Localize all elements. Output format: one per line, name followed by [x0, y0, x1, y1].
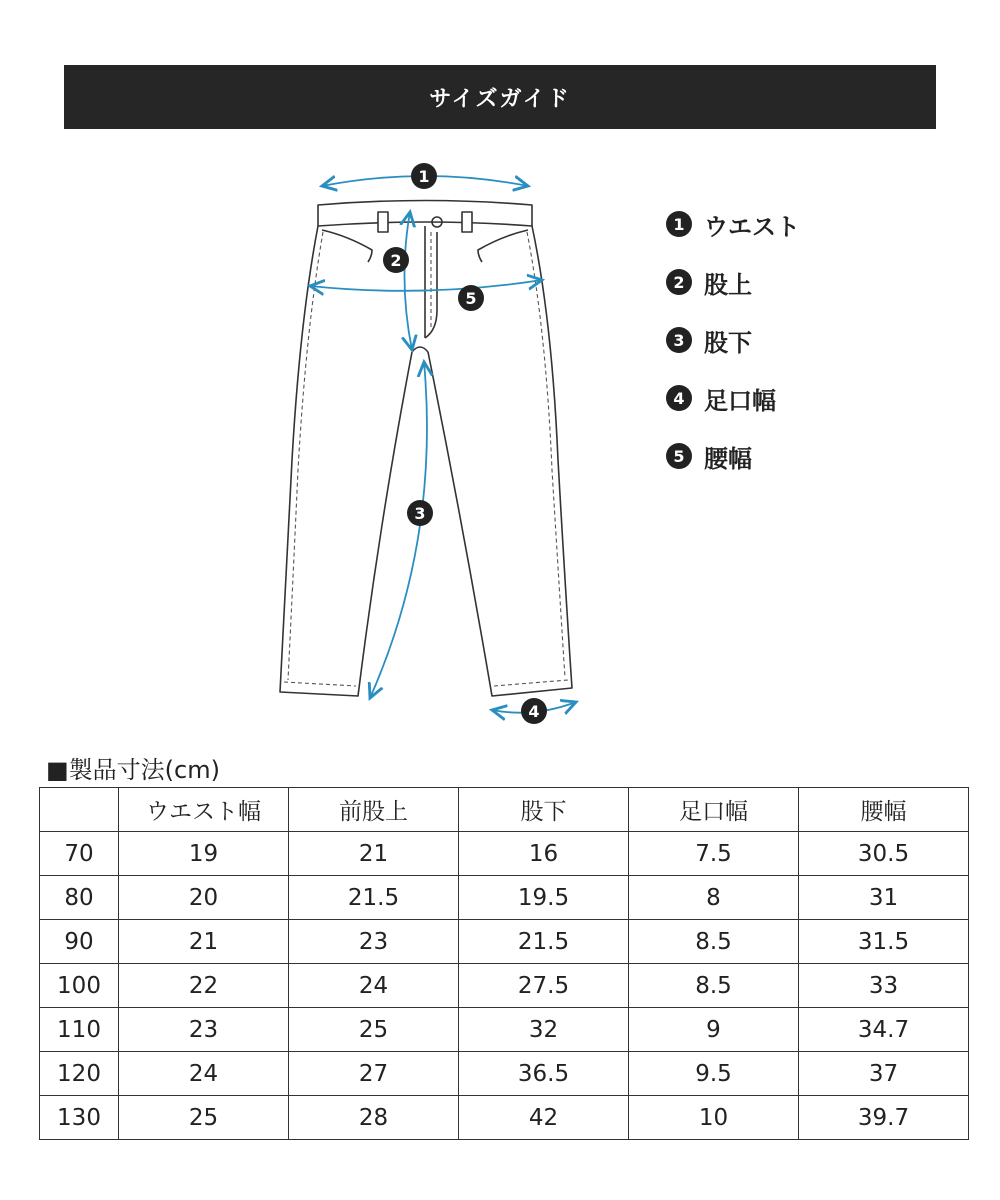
table-cell: 24	[119, 1052, 289, 1096]
table-cell: 25	[289, 1008, 459, 1052]
page-title-text: サイズガイド	[429, 86, 571, 112]
table-row	[40, 1096, 969, 1140]
table-cell: 22	[119, 964, 289, 1008]
table-cell: 20	[119, 876, 289, 920]
callout-4	[521, 698, 547, 724]
callout-3	[407, 500, 433, 526]
table-cell: 110	[40, 1008, 119, 1052]
table-header-cell: 股下	[459, 788, 629, 832]
table-cell: 25	[119, 1096, 289, 1140]
inseam-arrow	[370, 362, 427, 698]
legend-item-waist	[666, 195, 800, 253]
table-cell: 39.7	[799, 1096, 969, 1140]
table-cell: 8.5	[629, 920, 799, 964]
table-cell: 31.5	[799, 920, 969, 964]
legend-item-hem-width	[666, 369, 800, 427]
table-header-cell: ウエスト幅	[119, 788, 289, 832]
size-table-title: ■製品寸法(cm)	[46, 756, 220, 784]
measurement-legend	[666, 195, 800, 485]
table-header-cell: 足口幅	[629, 788, 799, 832]
svg-text:4: 4	[528, 702, 540, 721]
table-cell: 27.5	[459, 964, 629, 1008]
table-cell: 28	[289, 1096, 459, 1140]
table-header-cell: 前股上	[289, 788, 459, 832]
measure-arrows	[310, 176, 576, 713]
svg-text:1: 1	[418, 167, 430, 186]
table-cell: 34.7	[799, 1008, 969, 1052]
legend-label: 足口幅	[704, 386, 776, 415]
table-cell: 90	[40, 920, 119, 964]
table-cell: 27	[289, 1052, 459, 1096]
legend-item-hip-width	[666, 427, 800, 485]
table-cell: 23	[289, 920, 459, 964]
legend-number: 3	[666, 327, 692, 353]
callout-2	[383, 247, 409, 273]
table-row	[40, 920, 969, 964]
legend-item-inseam	[666, 311, 800, 369]
legend-number: 1	[666, 211, 692, 237]
table-cell: 8.5	[629, 964, 799, 1008]
legend-number: 5	[666, 443, 692, 469]
table-cell: 16	[459, 832, 629, 876]
legend-label: ウエスト	[704, 212, 800, 241]
size-table	[39, 787, 969, 1140]
table-cell: 7.5	[629, 832, 799, 876]
svg-text:5: 5	[465, 289, 477, 308]
table-cell: 31	[799, 876, 969, 920]
table-header-cell	[40, 788, 119, 832]
legend-label: 股下	[704, 328, 752, 357]
table-cell: 33	[799, 964, 969, 1008]
table-cell: 32	[459, 1008, 629, 1052]
table-cell: 9.5	[629, 1052, 799, 1096]
table-header-row	[40, 788, 969, 832]
table-cell: 36.5	[459, 1052, 629, 1096]
table-row	[40, 1008, 969, 1052]
table-cell: 19	[119, 832, 289, 876]
table-cell: 21	[289, 832, 459, 876]
svg-text:3: 3	[414, 504, 426, 523]
table-cell: 10	[629, 1096, 799, 1140]
table-cell: 42	[459, 1096, 629, 1140]
legend-number: 4	[666, 385, 692, 411]
table-cell: 130	[40, 1096, 119, 1140]
callout-1	[411, 163, 437, 189]
table-cell: 120	[40, 1052, 119, 1096]
table-cell: 8	[629, 876, 799, 920]
hip-arrow	[310, 280, 542, 291]
table-cell: 100	[40, 964, 119, 1008]
table-header-cell: 腰幅	[799, 788, 969, 832]
callout-5	[458, 285, 484, 311]
pants-diagram	[0, 140, 1000, 740]
table-cell: 70	[40, 832, 119, 876]
table-row	[40, 832, 969, 876]
table-cell: 21.5	[459, 920, 629, 964]
table-cell: 9	[629, 1008, 799, 1052]
table-cell: 24	[289, 964, 459, 1008]
table-row	[40, 876, 969, 920]
table-row	[40, 964, 969, 1008]
table-row	[40, 1052, 969, 1096]
table-cell: 23	[119, 1008, 289, 1052]
legend-label: 股上	[704, 270, 752, 299]
table-cell: 19.5	[459, 876, 629, 920]
table-cell: 21.5	[289, 876, 459, 920]
legend-item-rise	[666, 253, 800, 311]
table-cell: 37	[799, 1052, 969, 1096]
table-cell: 30.5	[799, 832, 969, 876]
legend-label: 腰幅	[704, 444, 752, 473]
table-cell: 21	[119, 920, 289, 964]
page-title	[64, 65, 936, 129]
table-cell: 80	[40, 876, 119, 920]
legend-number: 2	[666, 269, 692, 295]
rise-arrow	[404, 212, 412, 350]
svg-text:2: 2	[390, 251, 402, 270]
